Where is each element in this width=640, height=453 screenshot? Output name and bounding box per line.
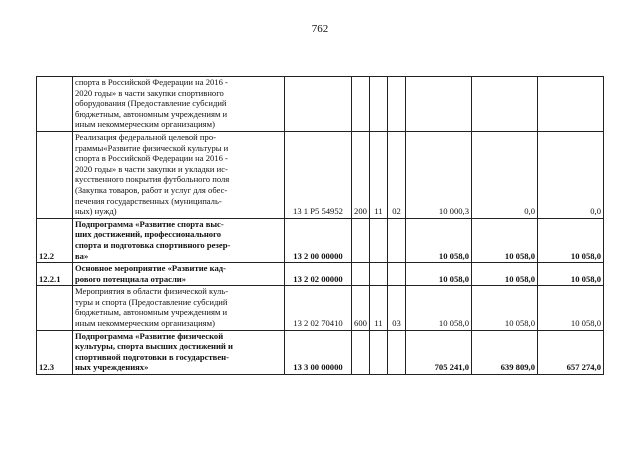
amount-year-3-cell: 657 274,0 — [538, 330, 604, 374]
target-article-code-cell — [285, 77, 352, 132]
amount-year-1-cell: 10 058,0 — [406, 218, 472, 262]
description-line: спорта в Российской Федерации на 2016 - — [75, 153, 228, 164]
description-cell — [73, 263, 285, 286]
page-number: 762 — [311, 23, 329, 35]
row-number-cell: 12.3 — [37, 330, 73, 374]
description-line: спорта в Российской Федерации на 2016 - — [75, 77, 228, 87]
target-article-code-cell: 13 3 00 00000 — [285, 330, 352, 374]
amount-year-3-cell: 10 058,0 — [538, 286, 604, 330]
description-line: оборудования (Предоставление субсидий — [75, 98, 227, 109]
amount-year-3-cell: 0,0 — [538, 131, 604, 218]
description-line: Основное мероприятие «Развитие кад- — [75, 263, 226, 274]
section-code-cell — [370, 77, 388, 132]
row-number-cell: 12.2.1 — [37, 263, 73, 286]
description-line: печения государственных (муниципаль- — [75, 195, 222, 206]
target-article-code-cell: 13 2 02 00000 — [285, 263, 352, 286]
section-code-cell: 11 — [370, 286, 388, 330]
row-number-cell — [37, 286, 73, 330]
expense-type-code-cell: 200 — [352, 131, 370, 218]
expense-type-code-cell — [352, 218, 370, 262]
amount-year-1-cell: 705 241,0 — [406, 330, 472, 374]
description-line: (Закупка товаров, работ и услуг для обес- — [75, 184, 228, 195]
row-number-cell — [37, 77, 73, 132]
amount-year-2-cell: 10 058,0 — [472, 263, 538, 286]
amount-year-3-cell: 10 058,0 — [538, 218, 604, 262]
amount-year-2-cell: 0,0 — [472, 131, 538, 218]
table-body — [37, 77, 604, 375]
amount-year-1-cell: 10 000,3 — [406, 131, 472, 218]
description-line: ных учреждениях» — [75, 362, 149, 373]
expense-type-code-cell — [352, 77, 370, 132]
expense-type-code-cell — [352, 263, 370, 286]
section-code-cell — [370, 263, 388, 286]
amount-year-3-cell: 10 058,0 — [538, 263, 604, 286]
table-row — [37, 131, 604, 218]
description-line: Реализация федеральной целевой про- — [75, 131, 216, 142]
amount-year-1-cell: 10 058,0 — [406, 286, 472, 330]
description-line: бюджетным, автономным учреждениям и — [75, 307, 228, 318]
budget-table — [36, 76, 604, 375]
expense-type-code-cell: 600 — [352, 286, 370, 330]
section-code-cell — [370, 218, 388, 262]
subsection-code-cell — [388, 263, 406, 286]
description-line: 2020 годы» в части закупки и укладки ис- — [75, 163, 228, 174]
description-line: 2020 годы» в части закупки спортивного — [75, 87, 224, 98]
table-row — [37, 263, 604, 286]
target-article-code-cell: 13 2 02 70410 — [285, 286, 352, 330]
amount-year-3-cell — [538, 77, 604, 132]
description-line: Подпрограмма «Развитие спорта выс- — [75, 218, 224, 229]
description-cell — [73, 218, 285, 262]
description-line: иным некоммерческим организациям) — [75, 318, 215, 329]
target-article-code-cell: 13 2 00 00000 — [285, 218, 352, 262]
amount-year-2-cell: 10 058,0 — [472, 286, 538, 330]
description-cell — [73, 131, 285, 218]
subsection-code-cell: 03 — [388, 286, 406, 330]
description-line: кусственного покрытия футбольного поля — [75, 174, 230, 185]
description-cell — [73, 330, 285, 374]
row-number-cell: 12.2 — [37, 218, 73, 262]
table-row — [37, 286, 604, 330]
expense-type-code-cell — [352, 330, 370, 374]
subsection-code-cell — [388, 218, 406, 262]
amount-year-2-cell — [472, 77, 538, 132]
description-line: ных) нужд) — [75, 206, 117, 217]
subsection-code-cell: 02 — [388, 131, 406, 218]
amount-year-1-cell: 10 058,0 — [406, 263, 472, 286]
description-line: граммы«Развитие физической культуры и — [75, 142, 229, 153]
description-line: туры и спорта (Предоставление субсидий — [75, 296, 228, 307]
table-row — [37, 218, 604, 262]
subsection-code-cell — [388, 330, 406, 374]
description-cell — [73, 77, 285, 132]
description-line: Мероприятия в области физической куль- — [75, 286, 229, 297]
subsection-code-cell — [388, 77, 406, 132]
amount-year-2-cell: 10 058,0 — [472, 218, 538, 262]
description-line: культуры, спорта высших достижений и — [75, 341, 233, 352]
section-code-cell — [370, 330, 388, 374]
description-cell — [73, 286, 285, 330]
target-article-code-cell: 13 1 Р5 54952 — [285, 131, 352, 218]
amount-year-2-cell: 639 809,0 — [472, 330, 538, 374]
table-row — [37, 330, 604, 374]
row-number-cell — [37, 131, 73, 218]
description-line: иным некоммерческим организациям) — [75, 119, 215, 130]
description-line: ва» — [75, 250, 89, 261]
amount-year-1-cell — [406, 77, 472, 132]
description-line: спорта и подготовка спортивного резер- — [75, 239, 231, 250]
description-line: рового потенциала отрасли» — [75, 273, 187, 284]
table-row — [37, 77, 604, 132]
description-line: Подпрограмма «Развитие физической — [75, 330, 224, 341]
description-line: бюджетным, автономным учреждениям и — [75, 108, 228, 119]
description-line: спортивной подготовки в государствен- — [75, 351, 229, 362]
section-code-cell: 11 — [370, 131, 388, 218]
description-line: ших достижений, профессионального — [75, 229, 222, 240]
